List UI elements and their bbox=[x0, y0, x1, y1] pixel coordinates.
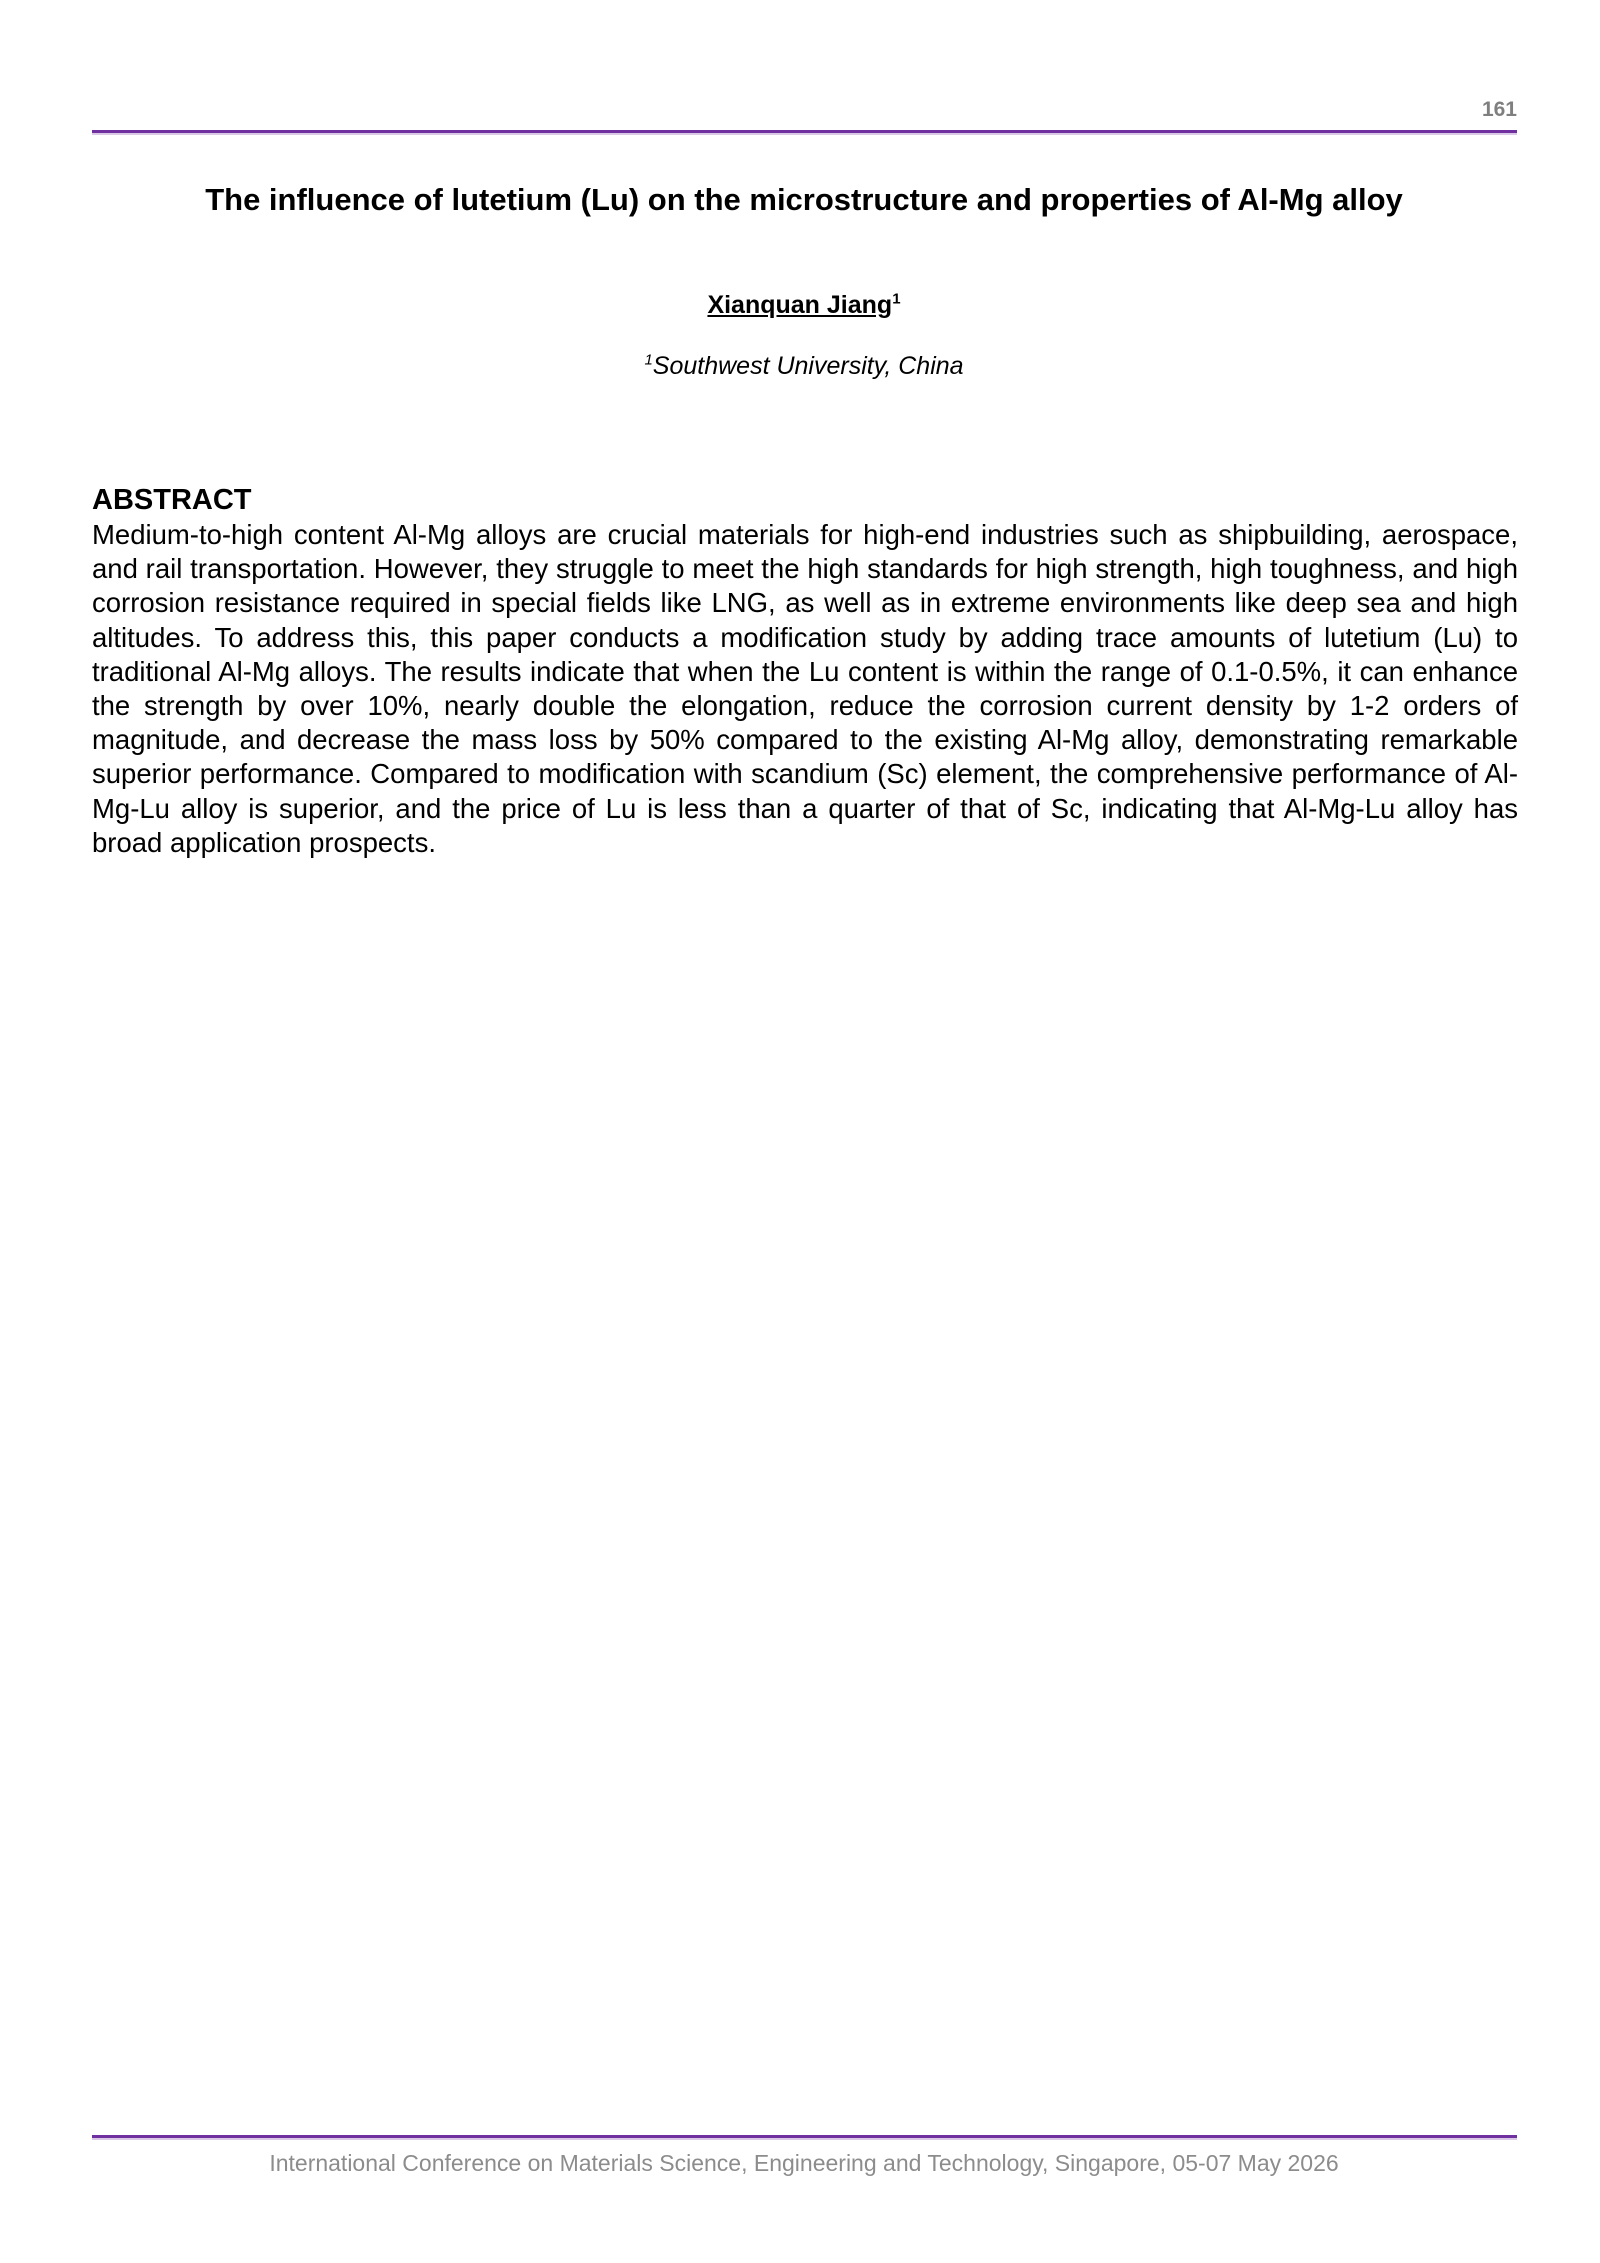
footer-rule bbox=[92, 2135, 1517, 2140]
author-affiliation-mark: 1 bbox=[892, 290, 901, 308]
author-line bbox=[0, 291, 1600, 320]
page-number: 161 bbox=[1481, 98, 1517, 121]
abstract-heading: ABSTRACT bbox=[92, 484, 252, 516]
affiliation-mark: 1 bbox=[644, 351, 653, 369]
paper-title: The influence of lutetium (Lu) on the microstructure and properties of Al-Mg alloy bbox=[205, 182, 1403, 217]
affiliation-line bbox=[0, 352, 1600, 381]
header-rule bbox=[92, 130, 1517, 135]
author-name: Xianquan Jiang bbox=[707, 291, 893, 319]
abstract-body: Medium-to-high content Al-Mg alloys are crucial materials for high-end industries such as shipbuilding, aerospace, and rail transportation. However, they struggle to meet the high standards for high strength, high toughness, and high corrosion resistance required in special fields like LNG, as well as in extreme environments like deep sea and high altitudes. To address this, this paper conducts a modification study by adding trace amounts of lutetium (Lu) to traditional Al-Mg alloys. The results indicate that when the Lu content is within the range of 0.1-0.5%, it can enhance the strength by over 10%, nearly double the elongation, reduce the corrosion current density by 1-2 orders of magnitude, and decrease the mass loss by 50% compared to the existing Al-Mg alloy, demonstrating remarkable superior performance. Compared to modification with scandium (Sc) element, the comprehensive performance of Al-Mg-Lu alloy is superior, and the price of Lu is less than a quarter of that of Sc, indicating that Al-Mg-Lu alloy has broad application prospects. bbox=[92, 519, 1518, 858]
affiliation-text: Southwest University, China bbox=[652, 352, 964, 380]
footer-text: International Conference on Materials Science, Engineering and Technology, Singapore, 05-07 May 2026 bbox=[269, 2150, 1339, 2176]
